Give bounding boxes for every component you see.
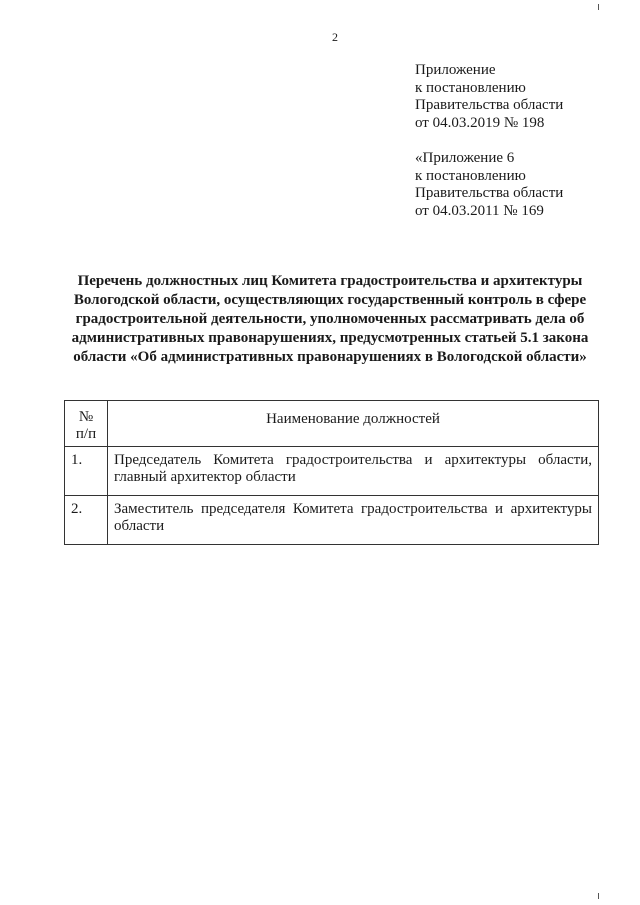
scan-mark	[598, 893, 599, 899]
appendix-line: Приложение	[415, 62, 496, 78]
header-number-cell	[65, 401, 108, 447]
row-number: 1.	[65, 447, 108, 496]
table-row	[65, 447, 599, 496]
appendix-line: от 04.03.2019 № 198	[415, 114, 545, 131]
appendix-line: Правительства области	[415, 185, 564, 201]
title-line: административных правонарушениях, предусмотренных статьей 5.1 закона	[71, 330, 589, 346]
title-line: градостроительной деятельности, уполномоченных рассматривать дела об	[75, 311, 585, 327]
appendix-line: от 04.03.2011 № 169	[415, 202, 544, 219]
header-number-abbr: п/п	[75, 426, 97, 442]
appendix-line: Правительства области	[415, 97, 564, 113]
table-row	[65, 496, 599, 545]
appendix-original-resolution	[415, 150, 563, 220]
title-line: Вологодской области, осуществляющих государственный контроль в сфере	[73, 292, 587, 308]
page-number: 2	[332, 30, 338, 44]
title-line: области «Об административных правонарушениях в Вологодской области»	[73, 349, 587, 365]
positions-table	[64, 400, 599, 545]
appendix-current-resolution	[415, 62, 563, 132]
appendix-line: «Приложение 6	[415, 150, 515, 166]
document-title	[60, 272, 600, 367]
row-position-name: Председатель Комитета градостроительства и архитектуры области, главный архитектор области	[108, 447, 599, 496]
title-line: Перечень должностных лиц Комитета градостроительства и архитектуры	[77, 273, 583, 289]
header-name-cell: Наименование должностей	[108, 401, 599, 447]
row-position-name: Заместитель председателя Комитета градостроительства и архитектуры области	[108, 496, 599, 545]
appendix-line: к постановлению	[415, 79, 526, 96]
appendix-line: к постановлению	[415, 167, 526, 184]
row-number: 2.	[65, 496, 108, 545]
header-number-symbol: №	[78, 409, 94, 425]
scan-mark	[598, 4, 599, 10]
table-header-row	[65, 401, 599, 447]
